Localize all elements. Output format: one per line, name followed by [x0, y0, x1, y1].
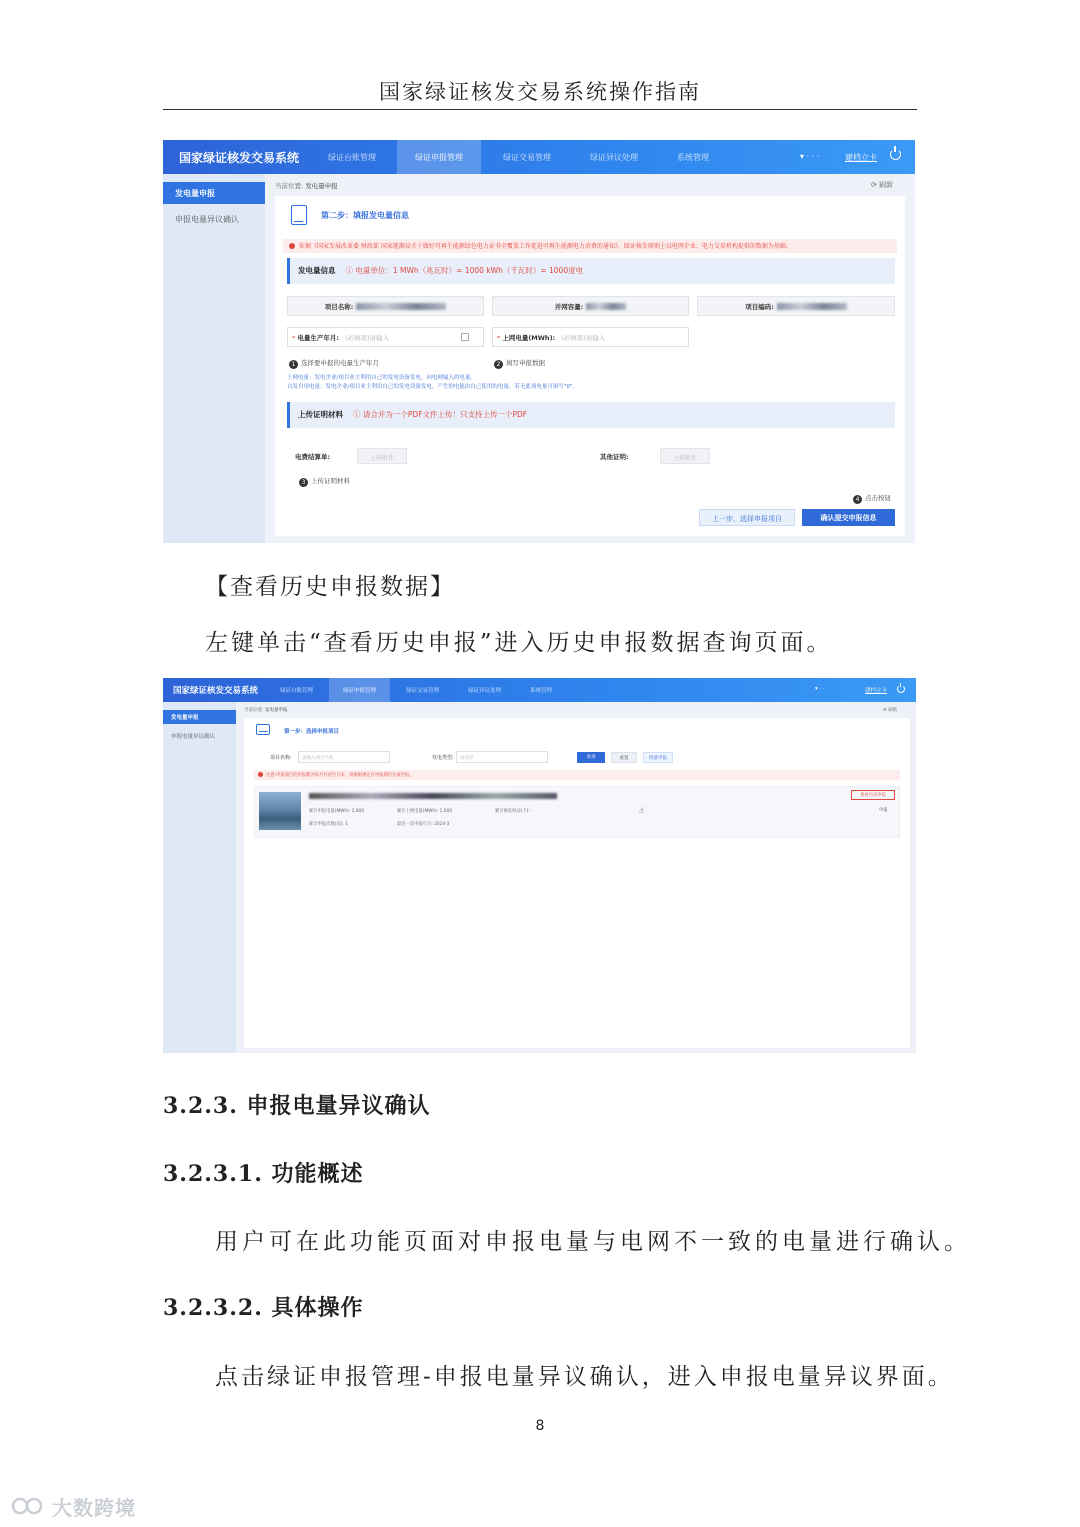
stat-issued: 累计核发绿证(个): -	[495, 809, 533, 814]
top-navbar	[163, 140, 915, 174]
paragraph-operation: 点击绿证申报管理-申报电量异议确认，进入申报电量异议界面。	[215, 1364, 954, 1390]
hint-step2: 2 填写申报数据	[494, 358, 545, 369]
other-upload-button[interactable]: 上传附件	[660, 448, 710, 464]
filter-type-label: 发电类型:	[432, 755, 454, 761]
sidebar	[163, 174, 265, 543]
project-name-input[interactable]: 请输入项目名称	[298, 751, 390, 763]
project-code-field: 项目编码:	[697, 296, 895, 316]
warning-icon	[258, 772, 263, 777]
hint-step4: 4 点击按钮	[853, 493, 891, 504]
paragraph-overview: 用户可在此功能页面对申报电量与电网不一致的电量进行确认。	[215, 1229, 971, 1255]
power-icon[interactable]	[890, 149, 901, 160]
sidebar-item-dispute-confirm[interactable]: 申报电量异议确认	[171, 734, 216, 740]
stat-last-month: 最近一次申报年月: 2024-3	[397, 822, 450, 827]
confirm-submit-button[interactable]: 确认提交申报信息	[802, 509, 895, 526]
power-icon[interactable]	[897, 685, 905, 693]
step-title: 第一步：选择申报项目	[284, 729, 340, 735]
heading-3-2-3-2: 3.2.3.2. 具体操作	[163, 1295, 364, 1321]
grid-energy-input[interactable]: * 上网电量(MWh): (必填项)请输入	[492, 327, 689, 347]
view-history-button[interactable]: 查看历史申报	[851, 790, 895, 800]
breadcrumb: 当前位置: 发电量申报	[275, 182, 338, 190]
grid-capacity-field: 并网容量:	[492, 296, 689, 316]
declare-link[interactable]: 申报	[879, 808, 888, 813]
screenshot-declare-step1	[163, 678, 916, 1053]
sidebar	[163, 702, 236, 1053]
hint-step3: 3 上传证明材料	[299, 476, 350, 487]
monitor-icon	[256, 724, 270, 735]
refresh-button[interactable]: ⟳ 刷新	[871, 181, 894, 189]
section-upload: 上传证明材料 ⓘ 请合并为一个PDF文件上传！只支持上传一个PDF	[287, 402, 895, 428]
stat-declared: 累计申报电量(MWh): 2,000	[309, 809, 364, 814]
note-grid-energy: 上网电量：发电企业/项目业主利用自己的发电设备发电，向电网输入的电量。	[287, 375, 476, 381]
nav-system-mgmt[interactable]: 系统管理	[530, 688, 553, 694]
hint-step1: 1 选择要申报的电量生产年月	[289, 358, 379, 369]
toolbar-icons[interactable]: ▾ · · ·	[800, 152, 820, 161]
project-card[interactable]	[254, 786, 900, 838]
user-link[interactable]: 建档立卡	[845, 153, 877, 162]
document-edit-icon	[291, 205, 307, 225]
nav-cert-declare[interactable]: 绿证申报管理	[329, 678, 390, 702]
bill-upload-label: 电费结算单:	[295, 453, 331, 461]
project-thumbnail	[259, 792, 301, 830]
screenshot-declare-step2	[163, 140, 915, 543]
page-number: 8	[535, 1418, 545, 1434]
section-bracket-title: 【查看历史申报数据】	[205, 574, 455, 600]
section-generation-info: 发电量信息 ⓘ 电量单位：1 MWh（兆瓦时）= 1000 kWh（千瓦时）= 1000度电	[287, 258, 895, 284]
breadcrumb: 当前位置: 发电量申报	[244, 708, 288, 713]
notice-bar: 依据《国家发展改革委 财政部 国家能源局关于做好可再生能源绿色电力证书全覆盖工作促进可再生能源电力消费的通知》，绿证核发原则上以电网企业、电力交易机构提供的数据为基础。	[283, 239, 897, 253]
content-panel	[244, 718, 910, 1048]
cursor-icon: ☝	[639, 806, 644, 815]
nav-cert-ledger[interactable]: 绿证台账管理	[328, 153, 376, 162]
sidebar-item-generation-declare[interactable]: 发电量申报	[163, 182, 265, 204]
nav-cert-declare[interactable]: 绿证申报管理	[397, 140, 481, 174]
production-month-input[interactable]: * 电量生产年月: (必填项)请输入	[287, 327, 484, 347]
content-panel	[275, 196, 905, 536]
watermark-text: 大数跨境	[52, 1496, 136, 1520]
nav-cert-trade[interactable]: 绿证交易管理	[406, 688, 440, 694]
prev-step-button[interactable]: 上一步，选择申报项目	[699, 509, 795, 526]
system-brand: 国家绿证核发交易系统	[173, 686, 259, 696]
warning-icon	[289, 243, 295, 249]
user-link[interactable]: 建档立卡	[865, 688, 888, 694]
note-self-use: 自发自用电量：发电企业/项目业主利用自己的发电设备发电，产生的电能由自己使用的电量。若无此项电量可填写"0"。	[287, 384, 578, 390]
calendar-icon[interactable]	[461, 333, 469, 341]
sidebar-item-generation-declare[interactable]: 发电量申报	[163, 710, 236, 724]
heading-3-2-3-1: 3.2.3.1. 功能概述	[163, 1161, 364, 1187]
step-title: 第二步：填报发电量信息	[321, 211, 409, 220]
watermark-logo-icon	[10, 1494, 50, 1518]
nav-cert-dispute[interactable]: 绿证异议处理	[468, 688, 502, 694]
other-upload-label: 其他证明:	[600, 453, 629, 461]
project-name-field: 项目名称:	[287, 296, 484, 316]
paragraph-history: 左键单击“查看历史申报”进入历史申报数据查询页面。	[205, 630, 833, 656]
sidebar-item-dispute-confirm[interactable]: 申报电量异议确认	[175, 215, 239, 224]
notice-bar: 注意:申报项目的申报期为每月月初至月末，请根据规定在申报期内完成申报。	[254, 770, 900, 780]
refresh-button[interactable]: ⟳ 刷新	[883, 708, 898, 713]
nav-cert-trade[interactable]: 绿证交易管理	[503, 153, 551, 162]
filter-project-label: 项目名称:	[270, 755, 292, 761]
heading-3-2-3: 3.2.3. 申报电量异议确认	[163, 1093, 431, 1119]
generation-type-select[interactable]: 请选择	[456, 751, 548, 763]
bill-upload-button[interactable]: 上传附件	[357, 448, 407, 464]
nav-cert-ledger[interactable]: 绿证台账管理	[280, 688, 314, 694]
top-navbar	[163, 678, 916, 702]
query-button[interactable]: 查询	[577, 752, 605, 763]
toolbar-icons[interactable]: ▾ · ·	[815, 686, 825, 692]
nav-system-mgmt[interactable]: 系统管理	[677, 153, 709, 162]
system-brand: 国家绿证核发交易系统	[179, 151, 300, 165]
reset-button[interactable]: 重置	[611, 752, 637, 763]
page-header: 国家绿证核发交易系统操作指南	[163, 76, 917, 110]
stat-count: 累计申报次数(次): 1	[309, 822, 348, 827]
stat-grid: 累计上网电量(MWh): 1,000	[397, 809, 452, 814]
nav-cert-dispute[interactable]: 绿证异议处理	[590, 153, 638, 162]
batch-declare-button[interactable]: 批量申报	[643, 752, 673, 763]
project-title-redacted	[309, 793, 557, 799]
